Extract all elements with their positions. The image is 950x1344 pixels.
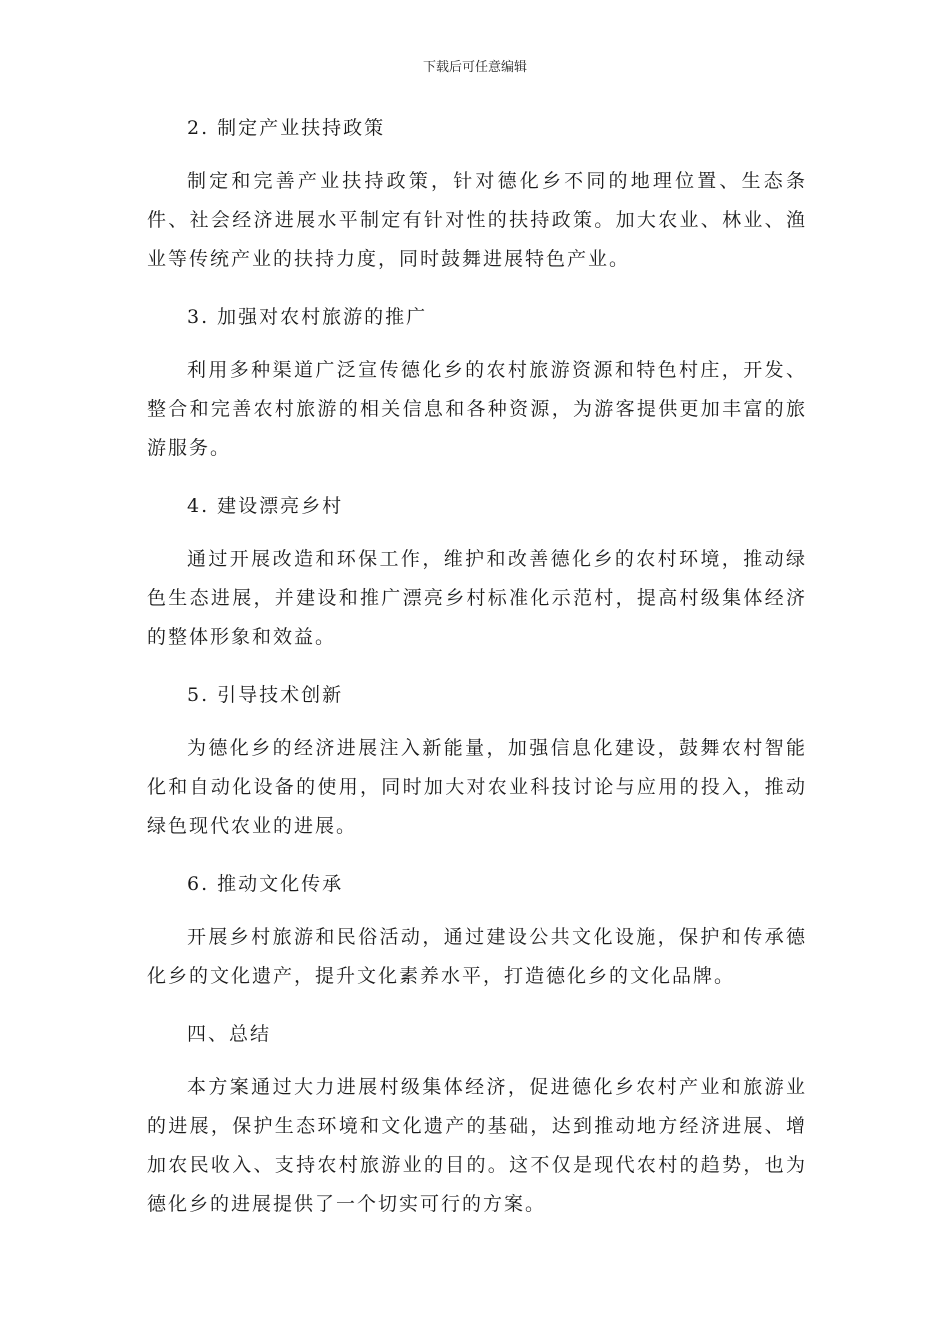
header-note: 下载后可任意编辑: [422, 60, 527, 75]
section-paragraph-summary: 本方案通过大力进展村级集体经济，促进德化乡农村产业和旅游业的进展，保护生态环境和文化遗产的基础，达到推动地方经济进展、增加农民收入、支持农村旅游业的目的。这不仅是现代农村的趋势，也为德化乡的进展提供了一个切实可行的方案。: [147, 1076, 807, 1215]
section-paragraph-4: 通过开展改造和环保工作，维护和改善德化乡的农村环境，推动绿色生态进展，并建设和推广漂亮乡村标准化示范村，提高村级集体经济的整体形象和效益。: [147, 548, 807, 648]
section-paragraph-2: 制定和完善产业扶持政策，针对德化乡不同的地理位置、生态条件、社会经济进展水平制定有针对性的扶持政策。加大农业、林业、渔业等传统产业的扶持力度，同时鼓舞进展特色产业。: [147, 170, 807, 270]
section-heading-5: 5. 引导技术创新: [187, 684, 344, 706]
section-paragraph-5: 为德化乡的经济进展注入新能量，加强信息化建设，鼓舞农村智能化和自动化设备的使用，同时加大对农业科技讨论与应用的投入，推动绿色现代农业的进展。: [147, 737, 807, 837]
section-heading-summary: 四、总结: [187, 1023, 272, 1045]
section-heading-2: 2. 制定产业扶持政策: [187, 117, 386, 139]
section-heading-6: 6. 推动文化传承: [187, 873, 344, 895]
document-body: [147, 110, 807, 1244]
section-paragraph-3: 利用多种渠道广泛宣传德化乡的农村旅游资源和特色村庄，开发、整合和完善农村旅游的相关信息和各种资源，为游客提供更加丰富的旅游服务。: [147, 359, 807, 459]
section-paragraph-6: 开展乡村旅游和民俗活动，通过建设公共文化设施，保护和传承德化乡的文化遗产，提升文化素养水平，打造德化乡的文化品牌。: [147, 926, 807, 987]
section-heading-3: 3. 加强对农村旅游的推广: [187, 306, 428, 328]
section-heading-4: 4. 建设漂亮乡村: [187, 495, 344, 517]
